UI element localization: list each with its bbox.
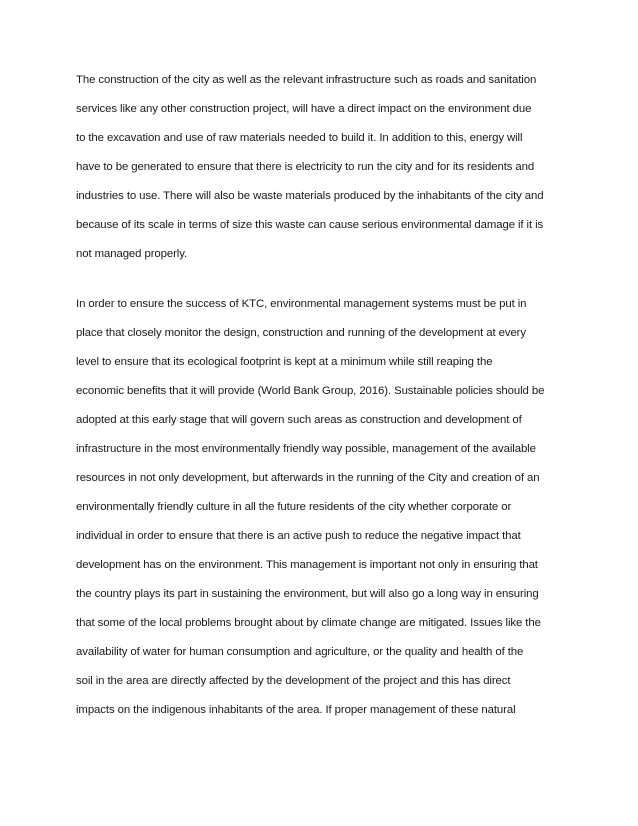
text-line: services like any other construction project, will have a direct impact on the environment due	[76, 103, 532, 115]
text-line: development has on the environment. This management is important not only in ensuring that	[76, 559, 538, 571]
text-line: have to be generated to ensure that there is electricity to run the city and for its residents and	[76, 161, 535, 173]
text-line: level to ensure that its ecological footprint is kept at a minimum while still reaping the	[76, 356, 493, 368]
text-line: adopted at this early stage that will govern such areas as construction and development of	[76, 414, 522, 426]
paragraph-2	[76, 290, 566, 754]
text-line: soil in the area are directly affected by the development of the project and this has direct	[76, 675, 511, 687]
paragraph-1	[76, 66, 566, 269]
text-line: to the excavation and use of raw materials needed to build it. In addition to this, energy will	[76, 132, 523, 144]
text-line: availability of water for human consumption and agriculture, or the quality and health of the	[76, 646, 524, 658]
text-line: impacts on the indigenous inhabitants of the area. If proper management of these natural	[76, 704, 516, 716]
text-line: environmentally friendly culture in all the future residents of the city whether corporate or	[76, 501, 512, 513]
text-line: because of its scale in terms of size this waste can cause serious environmental damage if it is	[76, 219, 544, 231]
text-line: resources in not only development, but afterwards in the running of the City and creation of an	[76, 472, 540, 484]
text-line: infrastructure in the most environmentally friendly way possible, management of the available	[76, 443, 536, 455]
text-line: industries to use. There will also be waste materials produced by the inhabitants of the city and	[76, 190, 544, 202]
text-line: the country plays its part in sustaining the environment, but will also go a long way in ensuring	[76, 588, 539, 600]
text-line: economic benefits that it will provide (World Bank Group, 2016). Sustainable policies should be	[76, 385, 545, 397]
text-line: In order to ensure the success of KTC, environmental management systems must be put in	[76, 298, 527, 310]
text-line: individual in order to ensure that there is an active push to reduce the negative impact that	[76, 530, 521, 542]
text-line	[76, 725, 566, 754]
text-line: not managed properly.	[76, 248, 188, 260]
text-line: place that closely monitor the design, construction and running of the development at every	[76, 327, 526, 339]
text-line: that some of the local problems brought about by climate change are mitigated. Issues like the	[76, 617, 541, 629]
text-line: The construction of the city as well as the relevant infrastructure such as roads and sanitation	[76, 74, 537, 86]
